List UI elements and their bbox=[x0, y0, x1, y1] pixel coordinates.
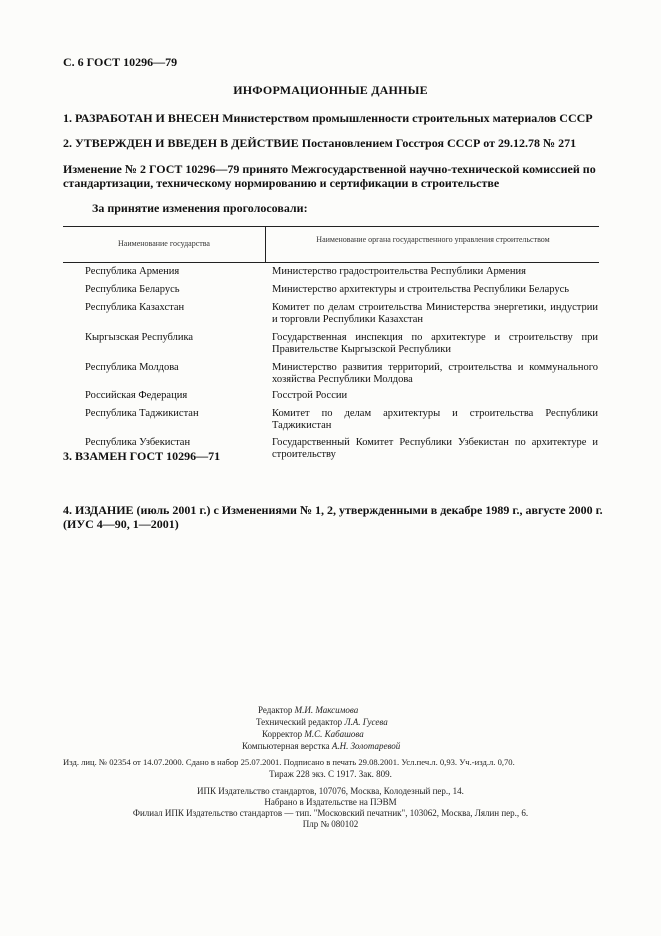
organ-cell: Госстрой России bbox=[272, 390, 348, 401]
credit-name: М.И. Максимова bbox=[294, 705, 359, 715]
credit-layout bbox=[242, 741, 400, 753]
credit-name: Л.А. Гусева bbox=[344, 717, 388, 727]
publishing-line-6: Плр № 080102 bbox=[302, 819, 359, 829]
item-lead: УТВЕРЖДЕН И ВВЕДЕН В ДЕЙСТВИЕ bbox=[75, 136, 299, 150]
table-header-rule bbox=[63, 262, 599, 263]
credit-name: А.Н. Золотаревой bbox=[331, 741, 401, 751]
credit-role: Редактор bbox=[258, 705, 293, 715]
organ-cell: Комитет по делам строительства Министерства энергетики, индустрии и торговли Республики Казахстан bbox=[272, 302, 598, 325]
organ-cell: Государственный Комитет Республики Узбекистан по архитектуре и строительству bbox=[272, 437, 598, 460]
organ-cell: Комитет по делам архитектуры и строительства Республики Таджикистан bbox=[272, 408, 598, 431]
item-lead: ИЗДАНИЕ bbox=[75, 503, 134, 517]
item-lead: РАЗРАБОТАН И ВНЕСЕН bbox=[75, 111, 220, 125]
state-cell: Республика Молдова bbox=[85, 362, 179, 373]
organ-cell: Министерство развития территорий, строительства и коммунального хозяйства Республики Молдова bbox=[272, 362, 598, 385]
credit-editor bbox=[258, 705, 358, 717]
item-number: 2. bbox=[63, 136, 72, 150]
item-number: 3. bbox=[63, 449, 72, 463]
item-number: 4. bbox=[63, 503, 72, 517]
state-cell: Республика Таджикистан bbox=[85, 408, 199, 419]
table-top-rule bbox=[63, 226, 599, 227]
credit-role: Компьютерная верстка bbox=[242, 741, 330, 751]
item-approved bbox=[63, 136, 603, 150]
publishing-line-4: Набрано в Издательстве на ПЭВМ bbox=[264, 797, 397, 807]
organ-cell: Министерство градостроительства Республики Армения bbox=[272, 266, 526, 277]
state-cell: Республика Казахстан bbox=[85, 302, 185, 313]
item-developed bbox=[63, 111, 603, 125]
credit-tech-editor bbox=[256, 717, 388, 729]
item-text: (июль 2001 г.) с Изменениями № 1, 2, утвержденными в декабре 1989 г., августе 2000 г. (ИУС 4—90, 1—2001) bbox=[63, 503, 603, 531]
change-note: Изменение № 2 ГОСТ 10296—79 принято Межгосударственной научно-технической комиссией по стандартизации, техническому нормированию и сертификации в строительстве bbox=[63, 162, 596, 190]
table-column-divider bbox=[265, 226, 266, 262]
voted-label: За принятие изменения проголосовали: bbox=[92, 201, 308, 215]
publishing-line-3: ИПК Издательство стандартов, 107076, Москва, Колодезный пер., 14. bbox=[197, 786, 464, 796]
section-title: ИНФОРМАЦИОННЫЕ ДАННЫЕ bbox=[233, 83, 428, 97]
item-replaces bbox=[63, 449, 603, 463]
state-cell: Республика Узбекистан bbox=[85, 437, 191, 448]
publishing-line-1: Изд. лиц. № 02354 от 14.07.2000. Сдано в набор 25.07.2001. Подписано в печать 29.08.2001. Усл.печ.л. 0,93. Уч.-изд.л. 0,70. bbox=[63, 757, 515, 767]
item-text: Министерством промышленности строительных материалов СССР bbox=[222, 111, 593, 125]
table-header-organ: Наименование органа государственного управления строительством bbox=[316, 235, 550, 244]
organ-cell: Министерство архитектуры и строительства Республики Беларусь bbox=[272, 284, 570, 295]
credit-role: Корректор bbox=[262, 729, 303, 739]
item-text: ВЗАМЕН ГОСТ 10296—71 bbox=[75, 449, 221, 463]
table-header-state: Наименование государства bbox=[118, 239, 210, 248]
state-cell: Российская Федерация bbox=[85, 390, 188, 401]
credit-name: М.С. Кабашова bbox=[304, 729, 364, 739]
page-header: С. 6 ГОСТ 10296—79 bbox=[63, 55, 178, 69]
item-edition bbox=[63, 503, 603, 531]
credit-corrector bbox=[262, 729, 364, 741]
state-cell: Республика Беларусь bbox=[85, 284, 180, 295]
credit-role: Технический редактор bbox=[256, 717, 343, 727]
item-number: 1. bbox=[63, 111, 72, 125]
publishing-line-2: Тираж 228 экз. С 1917. Зак. 809. bbox=[269, 769, 392, 779]
item-text: Постановлением Госстроя СССР от 29.12.78 № 271 bbox=[301, 136, 577, 150]
organ-cell: Государственная инспекция по архитектуре и строительству при Правительстве Кыргызской Республики bbox=[272, 332, 598, 355]
publishing-line-5: Филиал ИПК Издательство стандартов — тип. "Московский печатник", 103062, Москва, Лялин пер., 6. bbox=[132, 808, 529, 818]
state-cell: Республика Армения bbox=[85, 266, 180, 277]
state-cell: Кыргызская Республика bbox=[85, 332, 194, 343]
